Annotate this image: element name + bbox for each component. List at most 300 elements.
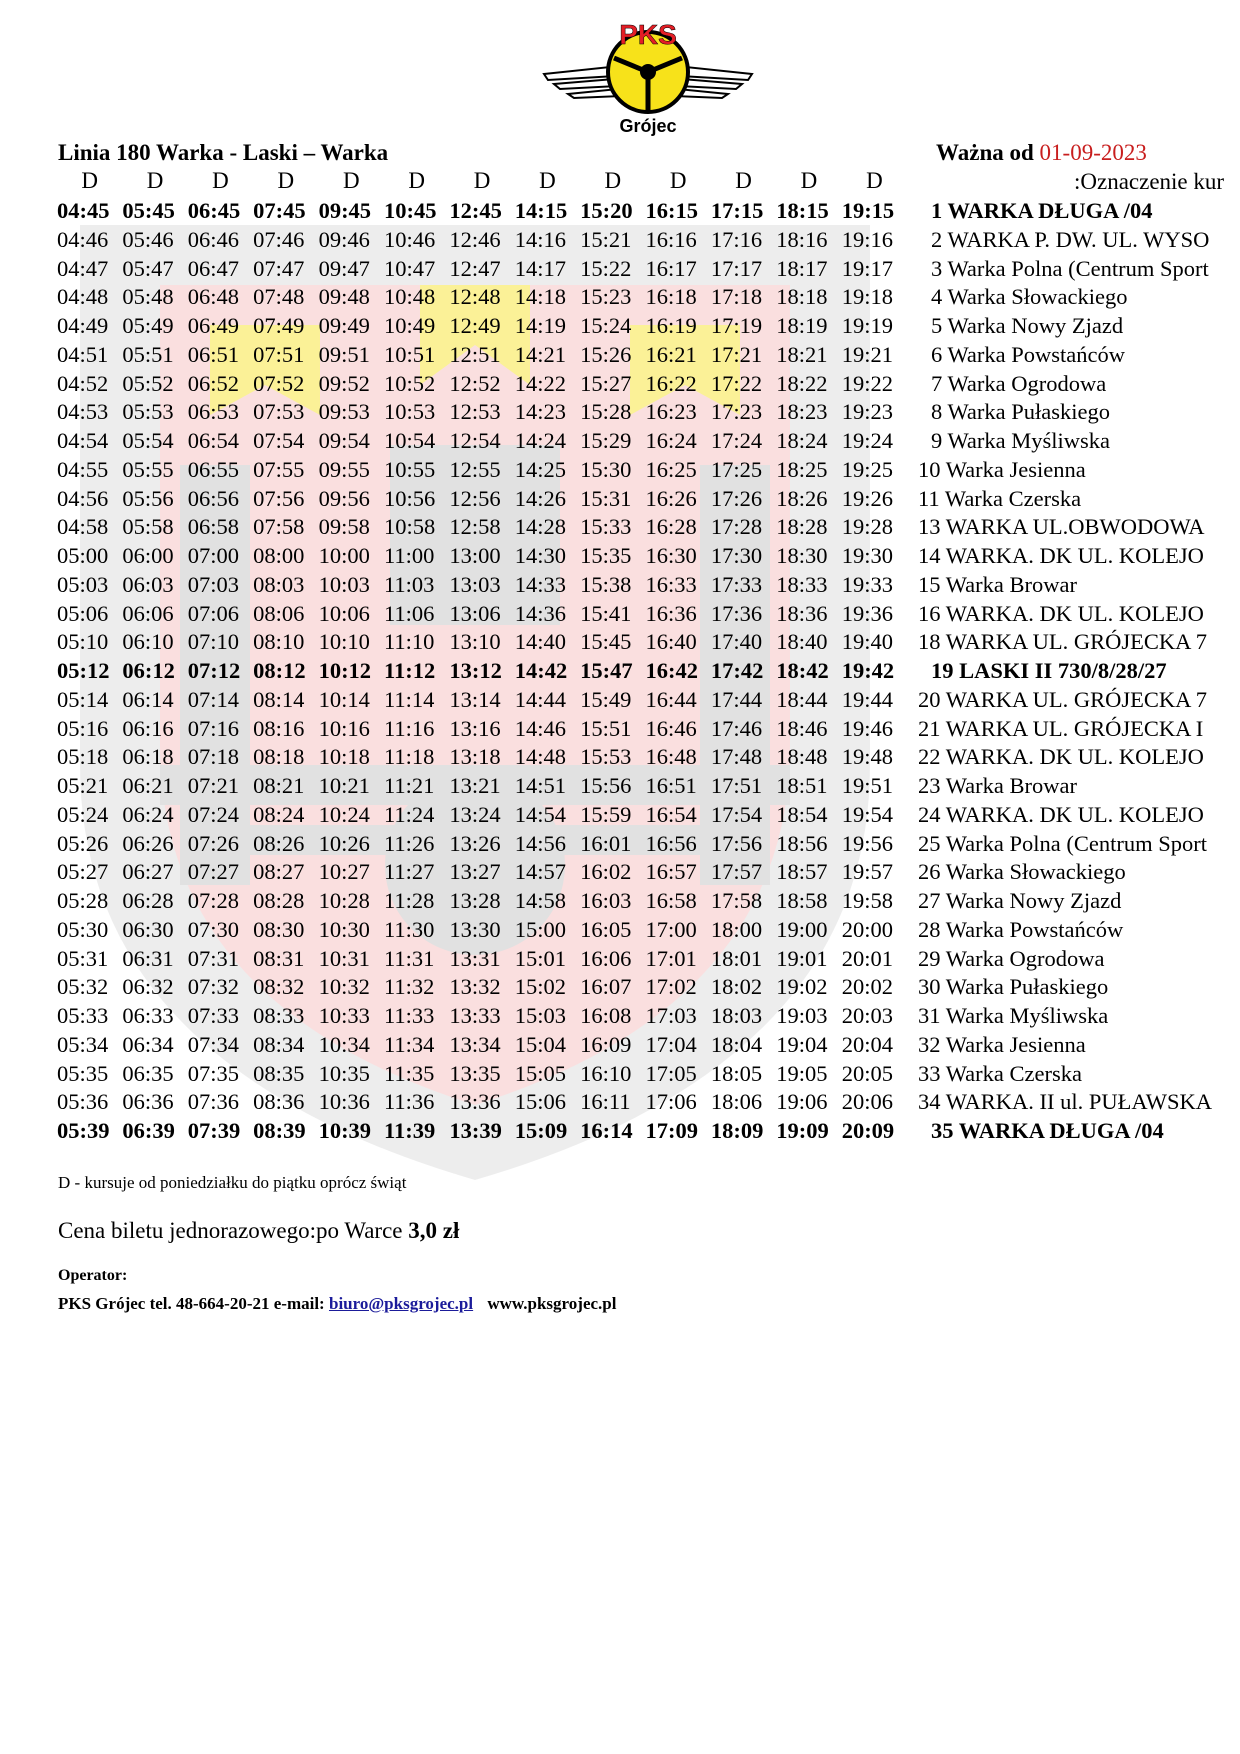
timetable-row: [0, 686, 1240, 715]
departure-time: 10:28: [318, 888, 370, 913]
departure-time: 10:55: [383, 456, 436, 482]
departure-times: [57, 715, 907, 744]
departure-time: 18:04: [710, 1031, 763, 1057]
departure-time: 16:21: [645, 341, 697, 367]
departure-time: 07:31: [187, 945, 240, 971]
departure-time: 13:39: [449, 1118, 502, 1143]
departure-time: 13:24: [449, 801, 501, 827]
departure-time: 09:58: [318, 514, 370, 540]
departure-time: 18:03: [710, 1003, 763, 1028]
departure-time: 07:49: [253, 313, 305, 338]
departure-time: 15:51: [580, 715, 632, 741]
departure-time: 18:09: [710, 1118, 764, 1143]
departure-time: 10:18: [318, 744, 370, 770]
departure-time: 08:33: [253, 1003, 305, 1028]
stop-name: 31 Warka Myśliwska: [918, 1003, 1109, 1028]
departure-time: 06:52: [187, 370, 240, 396]
departure-time: 05:45: [122, 198, 175, 223]
departure-time: 16:11: [580, 1089, 631, 1115]
departure-time: 04:45: [57, 198, 110, 223]
departure-time: 09:45: [318, 198, 372, 223]
departure-time: 19:17: [841, 255, 893, 281]
departure-time: 14:40: [514, 629, 566, 655]
departure-time: 08:36: [253, 1089, 305, 1115]
departure-time: 11:03: [383, 571, 435, 597]
departure-time: 08:39: [253, 1118, 306, 1143]
departure-time: 17:56: [710, 830, 763, 856]
stop-name: 1 WARKA DŁUGA /04: [931, 198, 1153, 223]
departure-time: 18:42: [776, 658, 829, 683]
stop-name: 34 WARKA. II ul. PUŁAWSKA: [918, 1089, 1213, 1115]
departure-time: 16:26: [645, 485, 697, 511]
departure-time: 18:33: [776, 571, 828, 597]
departure-time: 15:23: [580, 284, 632, 310]
departure-time: 11:28: [383, 888, 435, 913]
operator-contact: [58, 1294, 616, 1314]
ticket-price-label: Cena biletu jednorazowego:po Warce: [58, 1218, 403, 1243]
departure-time: 14:54: [514, 801, 566, 827]
stop-name: 26 Warka Słowackiego: [918, 859, 1126, 885]
departure-time: 07:00: [187, 543, 240, 568]
departure-time: 11:00: [383, 543, 435, 568]
stop-name: 15 Warka Browar: [918, 571, 1077, 597]
stop-name: 13 WARKA UL.OBWODOWA: [918, 514, 1205, 540]
departure-time: 12:46: [449, 226, 501, 252]
departure-time: 18:05: [710, 1060, 763, 1086]
departure-time: 17:00: [645, 916, 697, 942]
departure-time: 08:14: [253, 686, 305, 712]
departure-time: 17:04: [645, 1031, 697, 1057]
departure-time: 10:58: [383, 514, 436, 540]
departure-time: 11:35: [383, 1060, 435, 1086]
departure-time: 04:49: [57, 313, 109, 338]
departure-time: 13:06: [449, 600, 501, 626]
departure-time: 19:57: [841, 859, 893, 885]
departure-time: 10:24: [318, 801, 370, 827]
departure-time: 16:23: [645, 399, 697, 425]
departure-time: 19:30: [841, 543, 893, 568]
departure-time: 18:22: [776, 370, 828, 396]
departure-time: 15:01: [514, 945, 566, 971]
departure-time: 06:18: [122, 744, 174, 770]
departure-time: 06:35: [122, 1060, 174, 1086]
departure-time: 14:51: [514, 773, 566, 798]
departure-time: 04:51: [57, 341, 109, 367]
day-code-row: [57, 168, 907, 194]
ticket-price-value: 3,0 zł: [408, 1218, 460, 1243]
departure-time: 08:26: [253, 830, 305, 856]
departure-time: 08:31: [253, 945, 305, 971]
departure-time: 18:23: [776, 399, 828, 425]
departure-time: 12:49: [449, 313, 501, 338]
departure-time: 09:51: [318, 341, 370, 367]
departure-time: 16:17: [645, 255, 697, 281]
departure-time: 15:26: [580, 341, 632, 367]
timetable: [0, 197, 1240, 1146]
logo-brand-text: PKS: [619, 19, 677, 50]
departure-time: 05:53: [122, 399, 174, 425]
departure-times: [57, 427, 907, 456]
departure-time: 06:46: [187, 226, 240, 252]
departure-times: [57, 398, 907, 427]
day-code: D: [277, 168, 295, 193]
departure-time: 20:04: [841, 1031, 893, 1057]
departure-times: [57, 858, 907, 887]
departure-time: 11:30: [383, 916, 435, 942]
stop-name: 25 Warka Polna (Centrum Sport: [918, 830, 1207, 856]
day-code: D: [342, 168, 360, 193]
departure-time: 06:34: [122, 1031, 174, 1057]
departure-time: 14:33: [514, 571, 566, 597]
departure-time: 18:01: [710, 945, 763, 971]
departure-time: 13:21: [449, 773, 501, 798]
departure-time: 20:06: [841, 1089, 893, 1115]
day-code: D: [800, 168, 818, 193]
stop-name: 7 Warka Ogrodowa: [931, 370, 1107, 396]
departure-time: 18:24: [776, 428, 828, 453]
departure-time: 11:18: [383, 744, 435, 770]
timetable-row: [0, 341, 1240, 370]
timetable-row: [0, 830, 1240, 859]
departure-time: 06:48: [187, 284, 240, 310]
departure-time: 16:09: [580, 1031, 632, 1057]
departure-time: 05:36: [57, 1089, 109, 1115]
departure-time: 16:08: [580, 1003, 632, 1028]
departure-time: 08:32: [253, 974, 305, 1000]
departure-time: 18:30: [776, 543, 828, 568]
departure-time: 05:49: [122, 313, 174, 338]
departure-time: 20:03: [841, 1003, 893, 1028]
departure-time: 07:39: [187, 1118, 241, 1143]
departure-time: 11:21: [383, 773, 435, 798]
departure-time: 09:56: [318, 485, 370, 511]
departure-times: [57, 830, 907, 859]
stop-name: 16 WARKA. DK UL. KOLEJO: [918, 600, 1204, 626]
departure-times: [57, 686, 907, 715]
departure-time: 06:10: [122, 629, 174, 655]
departure-time: 07:45: [253, 198, 306, 223]
departure-time: 19:19: [841, 313, 893, 338]
stop-name: 29 Warka Ogrodowa: [918, 945, 1105, 971]
departure-time: 15:35: [580, 543, 632, 568]
departure-time: 13:16: [449, 715, 501, 741]
operator-label: Operator:: [58, 1267, 128, 1284]
departure-time: 05:52: [122, 370, 174, 396]
departure-time: 16:44: [645, 686, 697, 712]
departure-time: 10:31: [318, 945, 370, 971]
departure-time: 10:30: [318, 916, 370, 942]
stop-name: 10 Warka Jesienna: [918, 456, 1086, 482]
departure-time: 17:48: [710, 744, 763, 770]
departure-time: 05:21: [57, 773, 109, 798]
departure-times: [57, 226, 907, 255]
departure-time: 16:46: [645, 715, 697, 741]
departure-time: 17:06: [645, 1089, 697, 1115]
departure-time: 19:44: [841, 686, 893, 712]
departure-time: 14:30: [514, 543, 566, 568]
timetable-row: [0, 1117, 1240, 1146]
timetable-row: [0, 571, 1240, 600]
stop-name: 11 Warka Czerska: [918, 485, 1082, 511]
departure-time: 16:36: [645, 600, 697, 626]
departure-time: 08:34: [253, 1031, 305, 1057]
departure-time: 18:26: [776, 485, 828, 511]
timetable-row: [0, 456, 1240, 485]
departure-time: 18:25: [776, 456, 828, 482]
departure-time: 19:06: [776, 1089, 828, 1115]
timetable-row: [0, 887, 1240, 916]
departure-time: 07:21: [187, 773, 240, 798]
departure-time: 15:38: [580, 571, 632, 597]
departure-time: 07:27: [187, 859, 240, 885]
departure-time: 06:03: [122, 571, 174, 597]
departure-time: 07:10: [187, 629, 240, 655]
stop-name: 20 WARKA UL. GRÓJECKA 7: [918, 686, 1207, 712]
departure-times: [57, 801, 907, 830]
departure-time: 17:18: [710, 284, 763, 310]
departure-time: 10:51: [383, 341, 436, 367]
departure-time: 06:33: [122, 1003, 174, 1028]
departure-time: 19:18: [841, 284, 893, 310]
departure-time: 14:44: [514, 686, 566, 712]
departure-times: [57, 973, 907, 1002]
departure-time: 16:14: [580, 1118, 633, 1143]
departure-time: 04:52: [57, 370, 109, 396]
departure-time: 17:03: [645, 1003, 697, 1028]
departure-time: 09:48: [318, 284, 370, 310]
departure-time: 06:55: [187, 456, 240, 482]
timetable-row: [0, 600, 1240, 629]
departure-time: 17:21: [710, 341, 763, 367]
departure-time: 10:00: [318, 543, 370, 568]
departure-time: 06:24: [122, 801, 174, 827]
departure-time: 06:39: [122, 1118, 175, 1143]
departure-time: 07:03: [187, 571, 240, 597]
departure-times: [57, 283, 907, 312]
departure-time: 09:49: [318, 313, 370, 338]
departure-time: 16:06: [580, 945, 632, 971]
departure-time: 18:40: [776, 629, 828, 655]
departure-time: 15:49: [580, 686, 632, 712]
departure-time: 06:12: [122, 658, 175, 683]
departure-time: 19:04: [776, 1031, 828, 1057]
timetable-row: [0, 542, 1240, 571]
departure-time: 10:56: [383, 485, 436, 511]
departure-time: 10:06: [318, 600, 370, 626]
departure-time: 05:51: [122, 341, 174, 367]
departure-time: 05:54: [122, 428, 174, 453]
departure-time: 17:30: [710, 543, 763, 568]
departure-time: 07:48: [253, 284, 305, 310]
departure-time: 14:36: [514, 600, 566, 626]
departure-time: 05:26: [57, 830, 109, 856]
departure-time: 12:56: [449, 485, 501, 511]
departure-time: 13:33: [449, 1003, 501, 1028]
timetable-row: [0, 485, 1240, 514]
departure-time: 05:14: [57, 686, 109, 712]
departure-time: 07:32: [187, 974, 240, 1000]
departure-time: 04:58: [57, 514, 109, 540]
departure-time: 07:18: [187, 744, 240, 770]
stop-name: 21 WARKA UL. GRÓJECKA I: [918, 715, 1204, 741]
departure-time: 05:28: [57, 888, 109, 913]
timetable-row: [0, 370, 1240, 399]
departure-time: 19:01: [776, 945, 828, 971]
departure-time: 06:26: [122, 830, 174, 856]
departure-time: 07:53: [253, 399, 305, 425]
stop-name: 14 WARKA. DK UL. KOLEJO: [918, 543, 1204, 568]
timetable-row: [0, 1088, 1240, 1117]
departure-time: 14:21: [514, 341, 566, 367]
departure-time: 10:45: [383, 198, 437, 223]
email-link[interactable]: biuro@pksgrojec.pl: [328, 1294, 474, 1313]
departure-time: 15:00: [514, 916, 566, 942]
departure-time: 18:51: [776, 773, 828, 798]
day-code: D: [604, 168, 622, 193]
departure-time: 05:56: [122, 485, 174, 511]
stop-name: 23 Warka Browar: [918, 773, 1077, 798]
departure-time: 06:32: [122, 974, 174, 1000]
stop-name: 19 LASKI II 730/8/28/27: [931, 658, 1167, 683]
stop-name: 18 WARKA UL. GRÓJECKA 7: [918, 629, 1207, 655]
departure-time: 19:58: [841, 888, 893, 913]
departure-time: 10:32: [318, 974, 370, 1000]
departure-time: 14:19: [514, 313, 566, 338]
departure-time: 05:39: [57, 1118, 110, 1143]
departure-time: 13:28: [449, 888, 501, 913]
departure-time: 04:54: [57, 428, 109, 453]
departure-time: 16:58: [645, 888, 697, 913]
departure-time: 08:30: [253, 916, 305, 942]
departure-times: [57, 1088, 907, 1117]
departure-time: 17:22: [710, 370, 763, 396]
departure-time: 07:52: [253, 370, 305, 396]
departure-time: 18:17: [776, 255, 828, 281]
departure-time: 10:54: [383, 428, 436, 453]
departure-time: 16:18: [645, 284, 697, 310]
departure-time: 05:18: [57, 744, 109, 770]
departure-time: 16:16: [645, 226, 697, 252]
timetable-row: [0, 1060, 1240, 1089]
departure-time: 13:32: [449, 974, 501, 1000]
departure-time: 04:56: [57, 485, 109, 511]
departure-times: [57, 657, 907, 686]
departure-time: 14:46: [514, 715, 566, 741]
departure-times: [57, 542, 907, 571]
stop-name: 28 Warka Powstańców: [918, 916, 1124, 942]
departure-time: 16:40: [645, 629, 697, 655]
departure-time: 08:12: [253, 658, 306, 683]
departure-time: 17:36: [710, 600, 763, 626]
departure-time: 11:26: [383, 830, 435, 856]
timetable-row: [0, 945, 1240, 974]
departure-time: 16:48: [645, 744, 697, 770]
departure-time: 18:18: [776, 284, 828, 310]
departure-time: 17:17: [710, 255, 763, 281]
departure-time: 11:32: [383, 974, 435, 1000]
timetable-row: [0, 427, 1240, 456]
departure-time: 17:33: [710, 571, 763, 597]
departure-time: 14:24: [514, 428, 566, 453]
departure-time: 10:46: [383, 226, 436, 252]
departure-time: 10:39: [318, 1118, 372, 1143]
departure-time: 16:28: [645, 514, 697, 540]
departure-time: 19:25: [841, 456, 893, 482]
departure-time: 19:24: [841, 428, 893, 453]
departure-time: 06:16: [122, 715, 174, 741]
departure-time: 15:28: [580, 399, 632, 425]
departure-time: 20:02: [841, 974, 893, 1000]
departure-time: 07:34: [187, 1031, 240, 1057]
departure-time: 20:01: [841, 945, 893, 971]
departure-time: 15:05: [514, 1060, 566, 1086]
departure-time: 19:26: [841, 485, 893, 511]
departure-time: 10:47: [383, 255, 436, 281]
departure-time: 19:36: [841, 600, 893, 626]
departure-time: 06:53: [187, 399, 240, 425]
departure-time: 19:15: [841, 198, 895, 223]
departure-time: 04:48: [57, 284, 109, 310]
departure-time: 17:05: [645, 1060, 697, 1086]
departure-time: 16:24: [645, 428, 697, 453]
timetable-row: [0, 973, 1240, 1002]
departure-times: [57, 600, 907, 629]
departure-time: 15:27: [580, 370, 632, 396]
departure-time: 16:10: [580, 1060, 632, 1086]
departure-time: 08:10: [253, 629, 305, 655]
departure-time: 06:21: [122, 773, 174, 798]
departure-times: [57, 1002, 907, 1031]
departure-time: 06:31: [122, 945, 174, 971]
departure-time: 13:00: [449, 543, 501, 568]
departure-time: 13:35: [449, 1060, 501, 1086]
timetable-row: [0, 1031, 1240, 1060]
timetable-row: [0, 1002, 1240, 1031]
departure-time: 11:10: [383, 629, 435, 655]
departure-time: 14:16: [514, 226, 566, 252]
departure-time: 10:34: [318, 1031, 370, 1057]
departure-time: 14:48: [514, 744, 566, 770]
departure-time: 14:15: [514, 198, 568, 223]
departure-time: 17:16: [710, 226, 763, 252]
departure-time: 13:12: [449, 658, 502, 683]
departure-time: 10:49: [383, 313, 436, 338]
departure-time: 15:04: [514, 1031, 566, 1057]
departure-time: 05:03: [57, 571, 109, 597]
departure-time: 05:46: [122, 226, 174, 252]
departure-time: 19:56: [841, 830, 893, 856]
departure-time: 07:12: [187, 658, 241, 683]
departure-time: 13:27: [449, 859, 501, 885]
website-text: www.pksgrojec.pl: [487, 1294, 617, 1313]
departure-time: 19:28: [841, 514, 893, 540]
departure-time: 13:03: [449, 571, 501, 597]
ticket-price: [58, 1218, 459, 1244]
departure-time: 14:18: [514, 284, 566, 310]
departure-time: 16:03: [580, 888, 632, 913]
departure-time: 15:53: [580, 744, 632, 770]
departure-time: 06:28: [122, 888, 174, 913]
stop-name: 9 Warka Myśliwska: [931, 428, 1111, 453]
day-code: D: [735, 168, 752, 193]
timetable-row: [0, 197, 1240, 226]
departure-time: 17:51: [710, 773, 763, 798]
departure-time: 06:06: [122, 600, 174, 626]
departure-time: 13:10: [449, 629, 501, 655]
departure-time: 19:05: [776, 1060, 828, 1086]
departure-time: 07:28: [187, 888, 240, 913]
departure-time: 07:06: [187, 600, 240, 626]
